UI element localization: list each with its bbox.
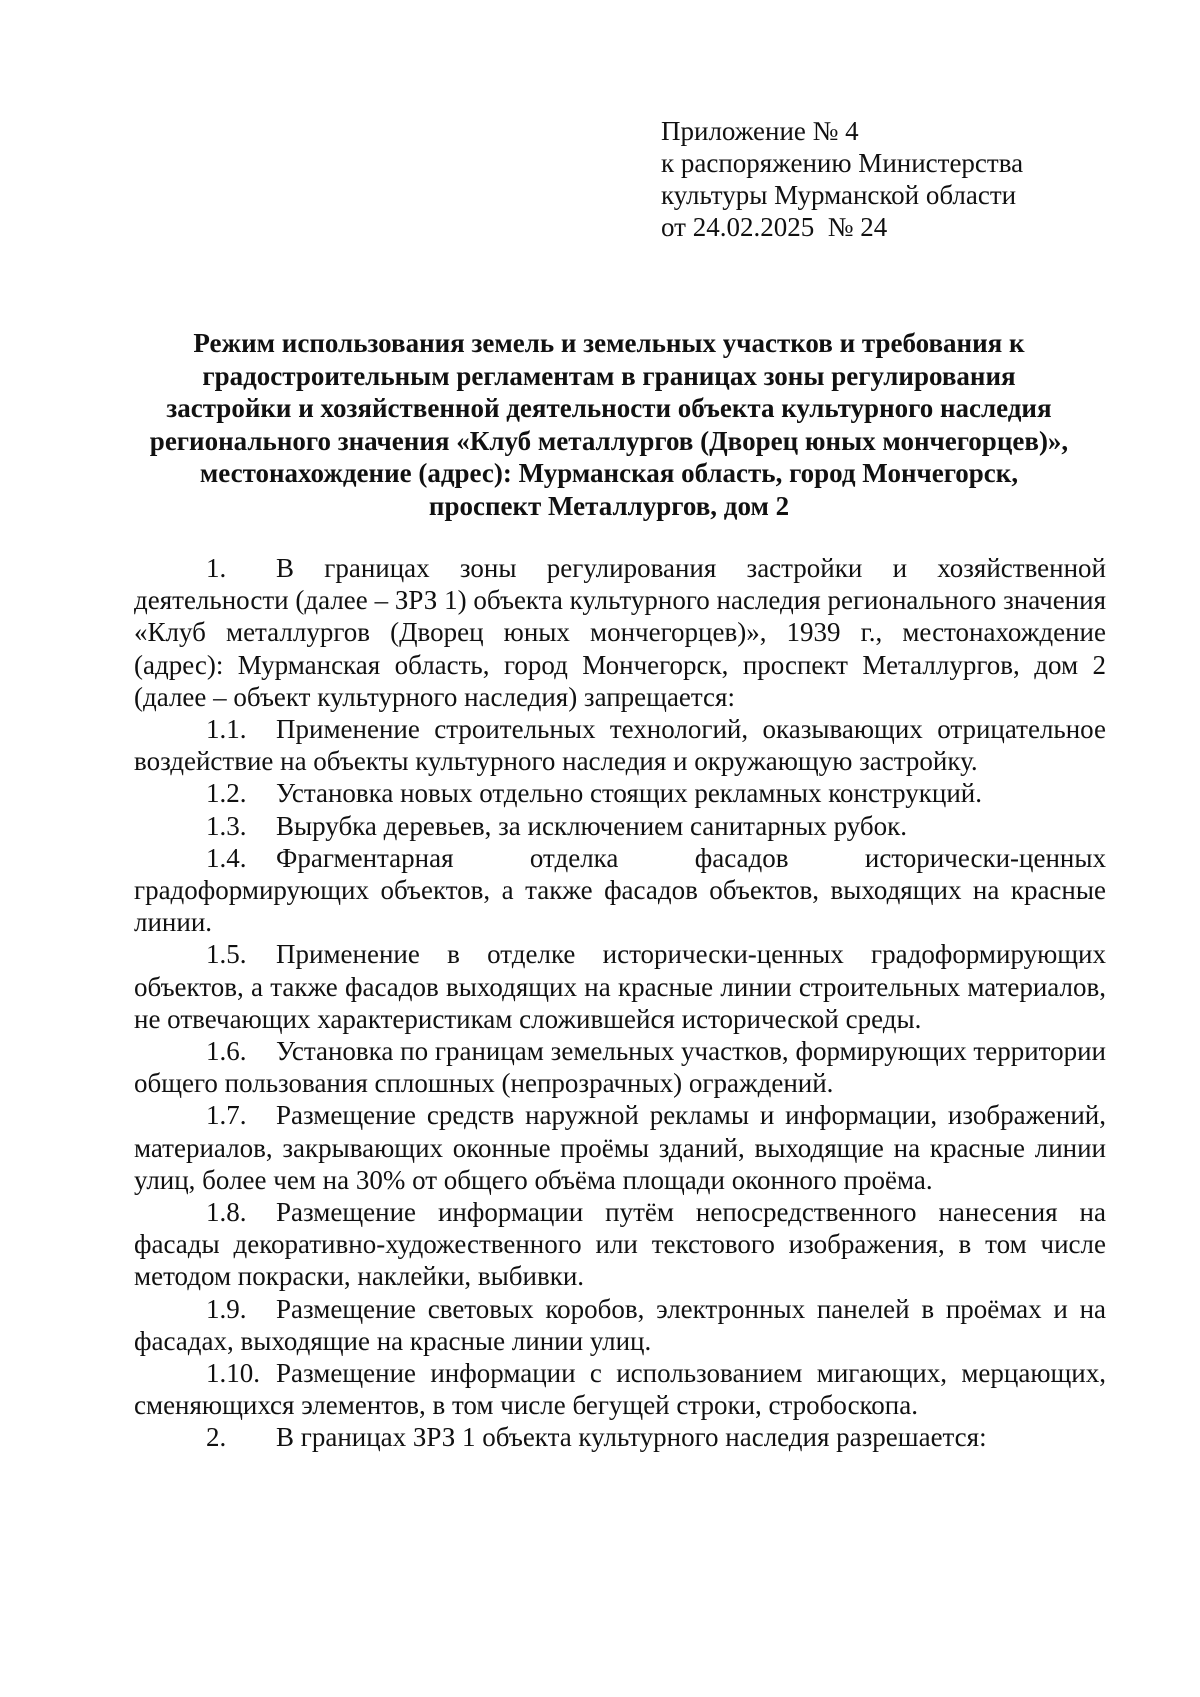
item-text: Размещение световых коробов, электронных панелей в проёмах и на фасадах, выходящие на красные линии улиц.	[134, 1293, 1106, 1356]
paragraph-1-6	[134, 1035, 1106, 1099]
paragraph-1-5	[134, 938, 1106, 1035]
item-text: Размещение информации путём непосредственного нанесения на фасады декоративно-художественного или текстового изображения, в том числе методом покраски, наклейки, выбивки.	[134, 1197, 1106, 1292]
item-text: Размещение информации с использованием мигающих, мерцающих, сменяющихся элементов, в том числе бегущей строки, стробоскопа.	[134, 1358, 1106, 1421]
appendix-date: от 24.02.2025 № 24	[661, 212, 888, 242]
item-text: Вырубка деревьев, за исключением санитарных рубок.	[276, 810, 908, 841]
item-number: 1.9.	[206, 1293, 247, 1324]
item-number: 1.10.	[206, 1358, 260, 1389]
paragraph-2	[134, 1421, 1106, 1453]
item-number: 1.1.	[206, 714, 247, 745]
title-line: градостроительным регламентам в границах зоны регулирования	[202, 360, 1016, 391]
title-line: проспект Металлургов, дом 2	[428, 490, 790, 521]
item-number: 1.2.	[206, 778, 247, 809]
document-title	[130, 327, 1088, 522]
paragraph-1	[134, 552, 1106, 713]
item-number: 1.	[206, 553, 227, 583]
item-number: 1.5.	[206, 939, 247, 970]
item-number: 1.7.	[206, 1100, 247, 1131]
item-text: Размещение средств наружной рекламы и информации, изображений, материалов, закрывающих оконные проёмы зданий, выходящие на красные линии улиц, более чем на 30% от общего объёма площади оконного проёма.	[134, 1100, 1106, 1195]
appendix-reference: к распоряжению Министерства	[661, 148, 1024, 178]
paragraph-1-10	[134, 1357, 1106, 1421]
item-number: 1.8.	[206, 1197, 247, 1228]
title-line: местонахождение (адрес): Мурманская область, город Мончегорск,	[199, 458, 1019, 488]
document-body	[134, 552, 1106, 1454]
paragraph-1-8	[134, 1196, 1106, 1293]
item-number: 1.3.	[206, 810, 247, 841]
item-number: 2.	[206, 1422, 227, 1453]
item-text: В границах ЗРЗ 1 объекта культурного наследия разрешается:	[276, 1422, 987, 1453]
appendix-header	[661, 115, 1161, 243]
paragraph-1-2	[134, 777, 1106, 809]
item-text: Применение в отделке исторически-ценных градоформирующих объектов, а также фасадов выходящих на красные линии строительных материалов, не отвечающих характеристикам сложившейся исторической среды.	[134, 939, 1106, 1034]
paragraph-1-7	[134, 1099, 1106, 1196]
item-number: 1.6.	[206, 1036, 247, 1067]
paragraph-1-9	[134, 1293, 1106, 1357]
item-number: 1.4.	[206, 842, 247, 873]
item-text: Установка по границам земельных участков, формирующих территории общего пользования сплошных (непрозрачных) ограждений.	[134, 1036, 1106, 1099]
item-text: Фрагментарная отделка фасадов исторически-ценных градоформирующих объектов, а также фасадов объектов, выходящих на красные линии.	[134, 842, 1106, 938]
title-line: регионального значения «Клуб металлургов (Дворец юных мончегорцев)»,	[149, 425, 1069, 456]
item-text: Установка новых отдельно стоящих рекламных конструкций.	[276, 778, 982, 809]
paragraph-1-3	[134, 810, 1106, 842]
appendix-ministry: культуры Мурманской области	[661, 180, 1017, 210]
paragraph-1-4	[134, 842, 1106, 939]
title-line: застройки и хозяйственной деятельности объекта культурного наследия	[166, 393, 1052, 423]
paragraph-1-1	[134, 713, 1106, 777]
appendix-number: Приложение № 4	[661, 116, 859, 146]
item-text: В границах зоны регулирования застройки и хозяйственной деятельности (далее – ЗРЗ 1) объекта культурного наследия регионального значения «Клуб металлургов (Дворец юных мончегорцев)», 1939 г., местонахождение (адрес): Мурманская область, город Мончегорск, проспект Металлургов, дом 2 (далее – объект культурного наследия) запрещается:	[134, 553, 1106, 712]
item-text: Применение строительных технологий, оказывающих отрицательное воздействие на объекты культурного наследия и окружающую застройку.	[134, 714, 1106, 777]
title-line: Режим использования земель и земельных участков и требования к	[193, 328, 1025, 358]
